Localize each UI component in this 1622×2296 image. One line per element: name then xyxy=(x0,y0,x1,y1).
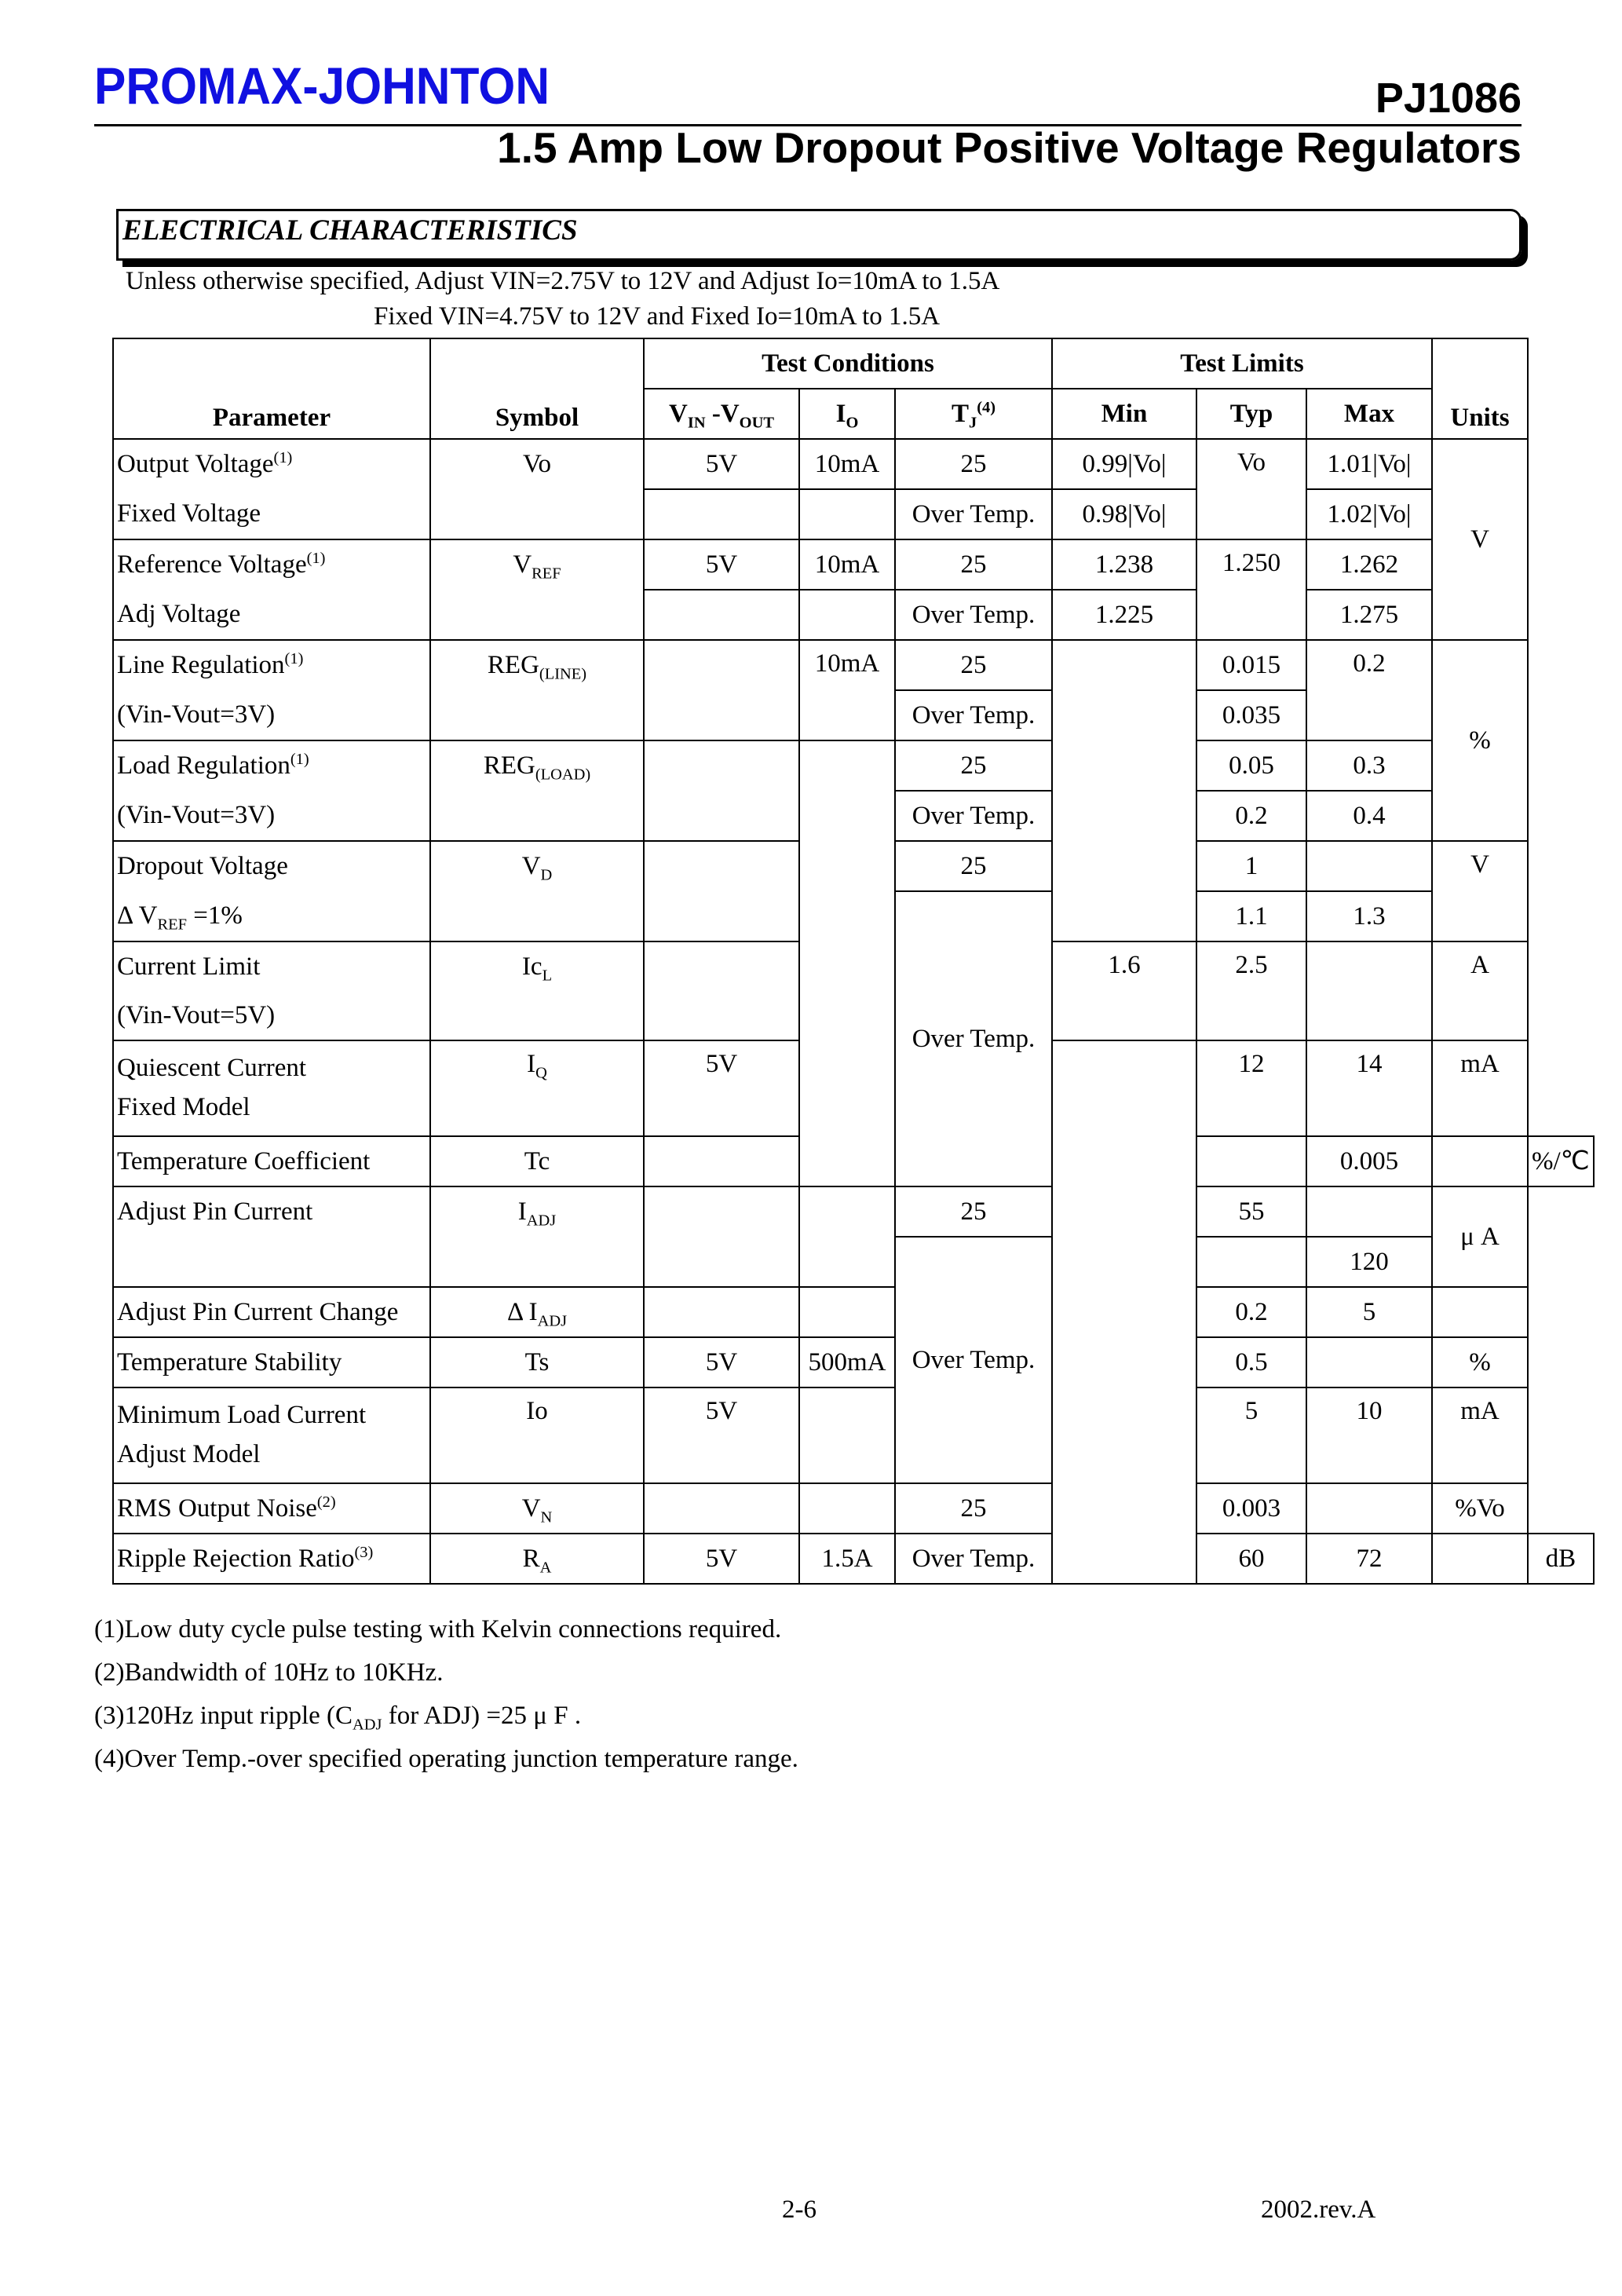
tj-cell: 25 xyxy=(895,439,1052,489)
vin-cell xyxy=(644,590,799,640)
io-cell xyxy=(799,590,895,640)
max-cell xyxy=(1306,1337,1432,1387)
header-row-1 xyxy=(113,338,1594,389)
tj-cell: Over Temp. xyxy=(895,690,1052,740)
param-cell: Current Limit xyxy=(113,941,430,991)
table-row xyxy=(113,740,1594,791)
table-row xyxy=(113,1337,1594,1387)
header-parameter: Parameter xyxy=(113,338,430,439)
max-cell xyxy=(1306,1483,1432,1534)
max-cell: 0.3 xyxy=(1306,740,1432,791)
max-cell xyxy=(1306,841,1432,891)
symbol-cell xyxy=(430,791,644,841)
max-cell xyxy=(1306,941,1432,1040)
tj-cell: Over Temp. xyxy=(895,891,1052,1186)
symbol-cell: $V_D$ xyxy=(430,841,644,891)
svg-text:PROMAX-JOHNTON: PROMAX-JOHNTON xyxy=(94,57,550,112)
header-typ: Typ xyxy=(1196,389,1306,439)
param-cell: Output Voltage$^{(1)}$ xyxy=(113,439,430,489)
units-cell: %/℃ xyxy=(1528,1136,1594,1186)
footnote-1: (1)Low duty cycle pulse testing with Kelvin connections required. xyxy=(94,1615,782,1643)
param-cell: Line Regulation$^{(1)}$ xyxy=(113,640,430,690)
param-cell: Adjust Pin Current Change xyxy=(113,1287,430,1337)
max-cell: 0.2 xyxy=(1306,640,1432,740)
units-cell: % xyxy=(1432,640,1528,841)
max-cell: 14 xyxy=(1306,1040,1432,1136)
min-cell xyxy=(1052,1040,1196,1584)
max-cell xyxy=(1306,1186,1432,1237)
typ-cell: 0.005 xyxy=(1306,1136,1432,1186)
vin-cell xyxy=(644,1287,799,1337)
param-cell: Fixed Voltage xyxy=(113,489,430,539)
typ-cell xyxy=(1196,1237,1306,1287)
header-test-conditions: Test Conditions xyxy=(644,338,1052,389)
max-cell: 5 xyxy=(1306,1287,1432,1337)
param-cell: Reference Voltage$^{(1)}$ xyxy=(113,539,430,590)
typ-cell: 5 xyxy=(1196,1387,1306,1483)
table-row xyxy=(113,1287,1594,1337)
symbol-cell: Vo xyxy=(430,439,644,489)
io-cell: 10mA xyxy=(799,539,895,590)
param-cell: Quiescent Current Fixed Model xyxy=(113,1040,430,1136)
typ-cell: 55 xyxy=(1196,1186,1306,1237)
header-test-limits: Test Limits xyxy=(1052,338,1432,389)
table-row xyxy=(113,439,1594,489)
revision-label: 2002.rev.A xyxy=(1261,2195,1376,2224)
typ-cell: 0.035 xyxy=(1196,690,1306,740)
tj-cell: Over Temp. xyxy=(895,590,1052,640)
io-cell xyxy=(799,1287,895,1337)
min-cell: 0.99|Vo| xyxy=(1052,439,1196,489)
typ-cell: 0.05 xyxy=(1196,740,1306,791)
units-cell: mA xyxy=(1432,1387,1528,1483)
io-cell xyxy=(799,740,895,1186)
tj-cell: 25 xyxy=(895,1483,1052,1534)
symbol-cell: $R_A$ xyxy=(430,1534,644,1584)
io-cell xyxy=(799,1387,895,1483)
max-cell xyxy=(1432,1534,1528,1584)
io-cell: 10mA xyxy=(799,439,895,489)
io-cell: 500mA xyxy=(799,1337,895,1387)
units-cell: % xyxy=(1432,1337,1528,1387)
units-cell: μ A xyxy=(1432,1186,1528,1287)
symbol-cell xyxy=(430,1237,644,1287)
param-cell: Ripple Rejection Ratio$^{(3)}$ xyxy=(113,1534,430,1584)
electrical-characteristics-table xyxy=(112,338,1595,1585)
param-cell xyxy=(113,1237,430,1287)
vin-cell: 5V xyxy=(644,1337,799,1387)
io-cell: 10mA xyxy=(799,640,895,740)
units-cell: dB xyxy=(1528,1534,1594,1584)
max-cell: 1.02|Vo| xyxy=(1306,489,1432,539)
page-number: 2-6 xyxy=(782,2195,816,2224)
vin-cell xyxy=(644,1186,799,1287)
header-io: $I_O$ xyxy=(799,389,895,439)
tj-cell: 25 xyxy=(895,539,1052,590)
typ-cell: 0.2 xyxy=(1196,1287,1306,1337)
max-cell: 1.275 xyxy=(1306,590,1432,640)
table-row xyxy=(113,539,1594,590)
units-cell xyxy=(1432,1287,1528,1337)
units-cell: mA xyxy=(1432,1040,1528,1136)
symbol-cell: Ts xyxy=(430,1337,644,1387)
part-number: PJ1086 xyxy=(1375,75,1522,122)
tj-cell: 25 xyxy=(895,1186,1052,1237)
document-title: 1.5 Amp Low Dropout Positive Voltage Regulators xyxy=(497,123,1522,172)
symbol-cell: $REG_{(LINE)}$ xyxy=(430,640,644,690)
units-cell: A xyxy=(1432,941,1528,1040)
symbol-cell xyxy=(430,489,644,539)
param-cell: (Vin-Vout=3V) xyxy=(113,690,430,740)
param-cell: Temperature Stability xyxy=(113,1337,430,1387)
typ-cell: 72 xyxy=(1306,1534,1432,1584)
table-row xyxy=(113,489,1594,539)
header-max: Max xyxy=(1306,389,1432,439)
param-cell: Adj Voltage xyxy=(113,590,430,640)
io-cell xyxy=(1196,1136,1306,1186)
table-row xyxy=(113,1534,1594,1584)
min-cell xyxy=(1052,640,1196,941)
footnote-4: (4)Over Temp.-over specified operating junction temperature range. xyxy=(94,1745,798,1773)
io-cell: 1.5A xyxy=(799,1534,895,1584)
vin-cell xyxy=(644,640,799,740)
typ-cell: Vo xyxy=(1196,439,1306,539)
test-conditions-line-2: Fixed VIN=4.75V to 12V and Fixed Io=10mA to 1.5A xyxy=(374,302,941,331)
tj-cell: Over Temp. xyxy=(895,1237,1052,1483)
max-cell: 1.3 xyxy=(1306,891,1432,941)
vin-cell: 5V xyxy=(644,1040,799,1136)
typ-cell: 0.003 xyxy=(1196,1483,1306,1534)
vin-cell xyxy=(644,489,799,539)
units-cell: %Vo xyxy=(1432,1483,1528,1534)
symbol-cell: Io xyxy=(430,1387,644,1483)
param-cell: RMS Output Noise$^{(2)}$ xyxy=(113,1483,430,1534)
units-cell: V xyxy=(1432,439,1528,640)
min-cell: 0.98|Vo| xyxy=(1052,489,1196,539)
symbol-cell xyxy=(430,690,644,740)
max-cell: 0.4 xyxy=(1306,791,1432,841)
min-cell: 1.225 xyxy=(1052,590,1196,640)
max-cell: 120 xyxy=(1306,1237,1432,1287)
typ-cell: 1 xyxy=(1196,841,1306,891)
table-row xyxy=(113,1186,1594,1237)
typ-cell: 0.2 xyxy=(1196,791,1306,841)
max-cell: 1.262 xyxy=(1306,539,1432,590)
vin-cell: 5V xyxy=(644,1387,799,1483)
vin-cell xyxy=(644,1136,799,1186)
symbol-cell: $REG_{(LOAD)}$ xyxy=(430,740,644,791)
header-symbol: Symbol xyxy=(430,338,644,439)
symbol-cell xyxy=(430,991,644,1040)
symbol-cell: $V_N$ xyxy=(430,1483,644,1534)
vin-cell: 5V xyxy=(644,1534,799,1584)
param-cell: Adjust Pin Current xyxy=(113,1186,430,1237)
vin-cell xyxy=(644,841,799,941)
max-cell: 1.01|Vo| xyxy=(1306,439,1432,489)
header-min: Min xyxy=(1052,389,1196,439)
tj-cell: Over Temp. xyxy=(895,489,1052,539)
symbol-cell xyxy=(430,590,644,640)
symbol-cell: $I_{ADJ}$ xyxy=(430,1186,644,1237)
param-cell: Dropout Voltage xyxy=(113,841,430,891)
min-cell: 1.6 xyxy=(1052,941,1196,1040)
tj-cell: Over Temp. xyxy=(895,1534,1052,1584)
param-cell: Δ $V_{REF} =1\%$ xyxy=(113,891,430,941)
param-cell: Load Regulation$^{(1)}$ xyxy=(113,740,430,791)
min-cell: 60 xyxy=(1196,1534,1306,1584)
typ-cell: 1.1 xyxy=(1196,891,1306,941)
min-cell: 1.238 xyxy=(1052,539,1196,590)
max-cell: 10 xyxy=(1306,1387,1432,1483)
param-cell: Minimum Load Current Adjust Model xyxy=(113,1387,430,1483)
test-conditions-line-1: Unless otherwise specified, Adjust VIN=2.75V to 12V and Adjust Io=10mA to 1.5A xyxy=(126,267,1000,295)
param-cell: (Vin-Vout=5V) xyxy=(113,991,430,1040)
header-tj: $T_J^{(4)}$ xyxy=(895,389,1052,439)
io-cell xyxy=(799,1186,895,1287)
tj-cell: 25 xyxy=(895,841,1052,891)
header-units: Units xyxy=(1432,338,1528,439)
table-row xyxy=(113,640,1594,690)
symbol-cell: $V_{REF}$ xyxy=(430,539,644,590)
vin-cell xyxy=(644,740,799,841)
table-row xyxy=(113,1387,1594,1483)
typ-cell: 12 xyxy=(1196,1040,1306,1136)
vin-cell xyxy=(644,1483,799,1534)
footnote-3: (3)120Hz input ripple ($C_{ADJ}$ for ADJ) =25 μ F . xyxy=(94,1702,582,1734)
typ-cell: 2.5 xyxy=(1196,941,1306,1040)
units-cell: V xyxy=(1432,841,1528,941)
vin-cell: 5V xyxy=(644,439,799,489)
company-logo xyxy=(94,57,550,112)
param-cell: (Vin-Vout=3V) xyxy=(113,791,430,841)
io-cell xyxy=(799,489,895,539)
symbol-cell: $I_Q$ xyxy=(430,1040,644,1136)
header-vin-vout: $V_{IN}$ $-V_{OUT}$ xyxy=(644,389,799,439)
table-row xyxy=(113,590,1594,640)
typ-cell: 0.5 xyxy=(1196,1337,1306,1387)
io-cell xyxy=(799,1483,895,1534)
section-title: ELECTRICAL CHARACTERISTICS xyxy=(122,214,578,247)
footnote-2: (2)Bandwidth of 10Hz to 10KHz. xyxy=(94,1658,444,1687)
symbol-cell xyxy=(430,891,644,941)
table-row xyxy=(113,1483,1594,1534)
symbol-cell: Δ $I_{ADJ}$ xyxy=(430,1287,644,1337)
typ-cell: 0.015 xyxy=(1196,640,1306,690)
tj-cell: 25 xyxy=(895,740,1052,791)
vin-cell: 5V xyxy=(644,539,799,590)
typ-cell: 1.250 xyxy=(1196,539,1306,640)
symbol-cell: $Ic_L$ xyxy=(430,941,644,991)
symbol-cell: Tc xyxy=(430,1136,644,1186)
tj-cell: Over Temp. xyxy=(895,791,1052,841)
max-cell xyxy=(1432,1136,1528,1186)
tj-cell: 25 xyxy=(895,640,1052,690)
param-cell: Temperature Coefficient xyxy=(113,1136,430,1186)
vin-cell xyxy=(644,941,799,1040)
